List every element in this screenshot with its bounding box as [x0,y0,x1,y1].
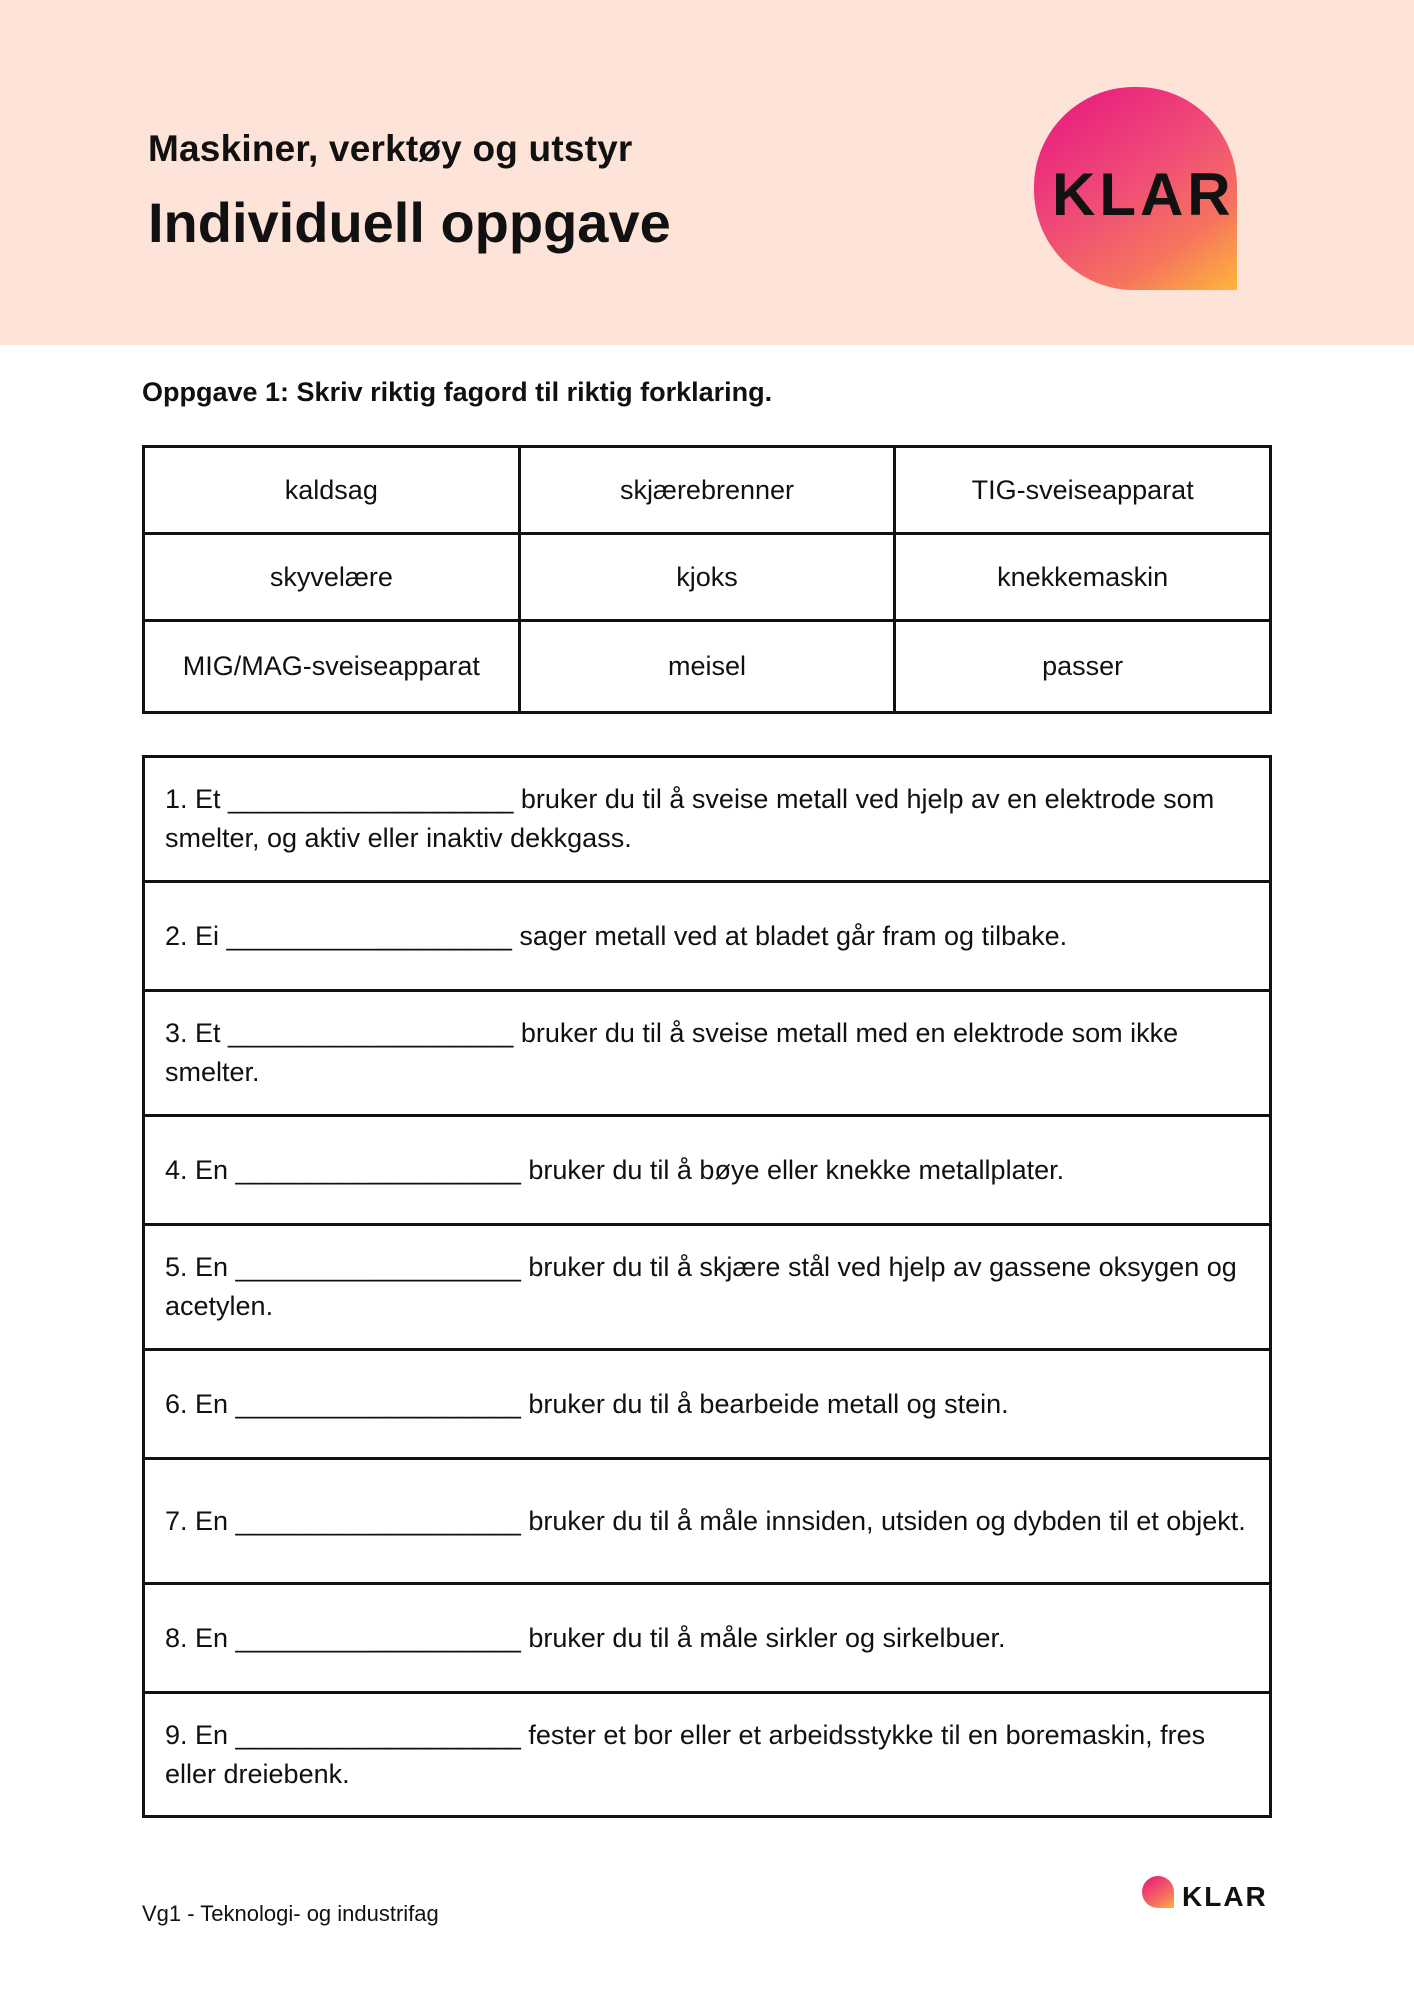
questions-list [142,755,1272,1818]
question-text: 7. En ___________________ bruker du til å måle innsiden, utsiden og dybden til et objekt. [165,1505,1246,1536]
word-cell: kaldsag [144,447,520,534]
word-cell: meisel [519,621,895,713]
task-heading: Oppgave 1: Skriv riktig fagord til riktig forklaring. [142,377,773,407]
word-cell: TIG-sveiseapparat [895,447,1271,534]
question-text: 1. Et ___________________ bruker du til å sveise metall ved hjelp av en elektrode som smelter, og aktiv eller inaktiv dekkgass. [165,784,1215,853]
question-text: 5. En ___________________ bruker du til å skjære stål ved hjelp av gassene oksygen og acetylen. [165,1252,1237,1321]
page-title: Individuell oppgave [148,191,671,254]
question-text: 6. En ___________________ bruker du til å bearbeide metall og stein. [165,1388,1009,1419]
word-cell: skjærebrenner [519,447,895,534]
page-subtitle: Maskiner, verktøy og utstyr [148,128,633,169]
footer-logo-text: KLAR [1182,1881,1268,1912]
word-cell: knekkemaskin [895,534,1271,621]
word-cell: skyvelære [144,534,520,621]
klar-mini-logo-icon [1142,1876,1174,1908]
word-cell: passer [895,621,1271,713]
question-text: 8. En ___________________ bruker du til å måle sirkler og sirkelbuer. [165,1622,1006,1653]
question-item [145,1694,1269,1815]
question-item [145,992,1269,1117]
question-text: 3. Et ___________________ bruker du til å sveise metall med en elektrode som ikke smelter. [165,1018,1179,1087]
question-item [145,1585,1269,1694]
question-text: 4. En ___________________ bruker du til å bøye eller knekke metallplater. [165,1154,1065,1185]
question-text: 9. En ___________________ fester et bor eller et arbeidsstykke til en boremaskin, fres eller dreiebenk. [165,1719,1206,1789]
question-item [145,1226,1269,1351]
word-bank-row [144,621,1271,713]
question-item [145,883,1269,992]
word-bank-row [144,447,1271,534]
word-bank-row [144,534,1271,621]
question-text: 2. Ei ___________________ sager metall ved at bladet går fram og tilbake. [165,920,1068,951]
question-item [145,1460,1269,1585]
question-item [145,1351,1269,1460]
word-bank-table [142,445,1272,714]
logo-text: KLAR [1052,161,1235,228]
question-item [145,758,1269,883]
word-cell: kjoks [519,534,895,621]
question-item [145,1117,1269,1226]
footer-course: Vg1 - Teknologi- og industrifag [142,1901,439,1926]
word-cell: MIG/MAG-sveiseapparat [144,621,520,713]
